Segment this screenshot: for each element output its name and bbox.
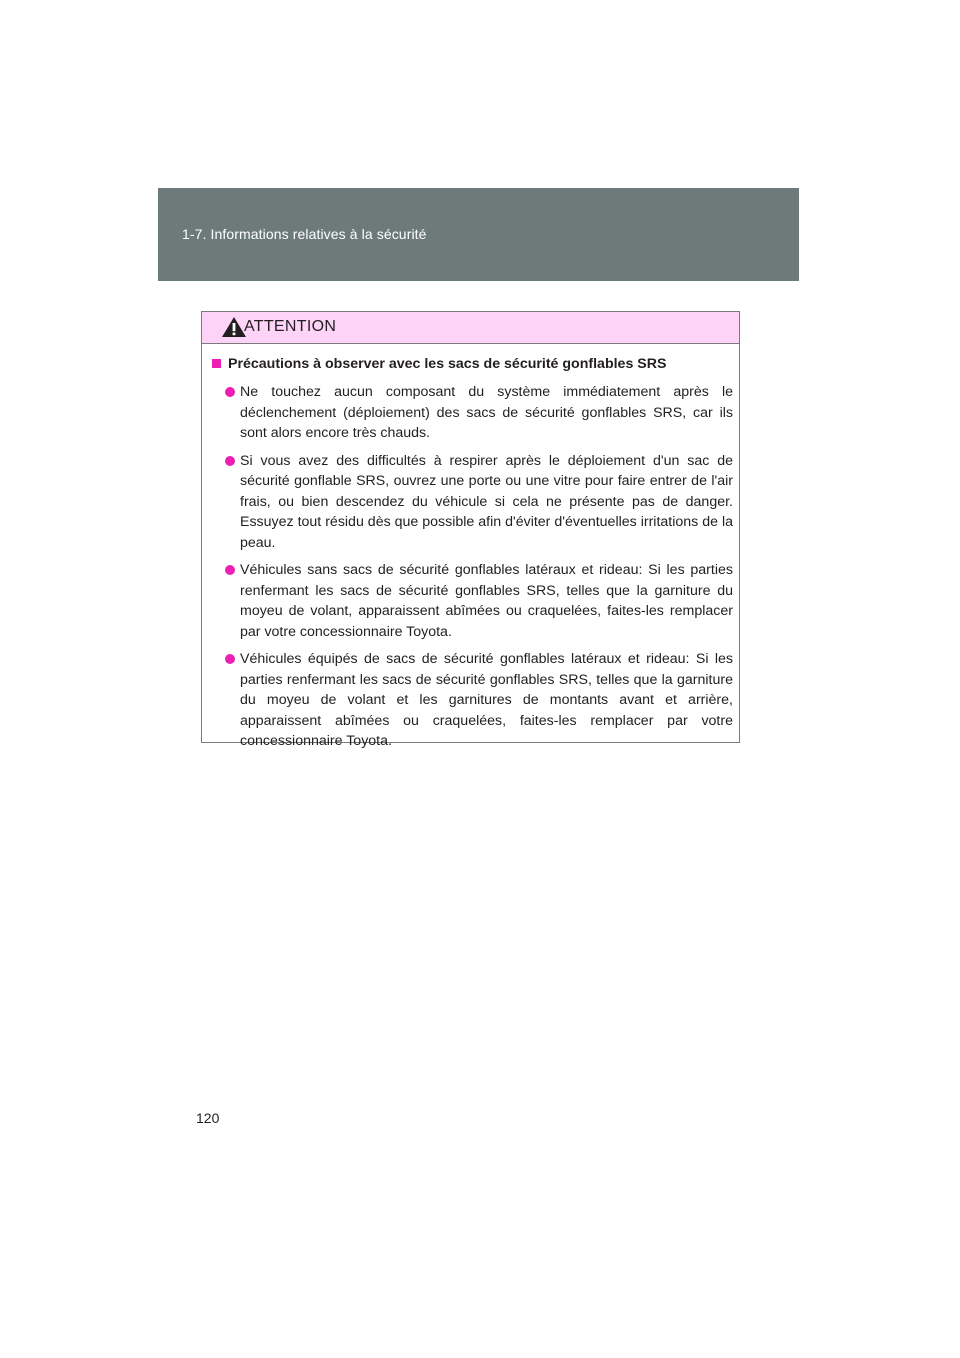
page-number: 120 [196, 1110, 220, 1126]
attention-label: ATTENTION [244, 318, 337, 335]
circle-bullet-icon [225, 654, 235, 664]
attention-box [201, 311, 740, 749]
circle-bullet-icon [225, 565, 235, 575]
attention-body [202, 344, 739, 752]
list-item-text: Véhicules sans sacs de sécurité gonflables latéraux et rideau: Si les parties renfermant les sacs de sécurité gonflables SRS, telles que la garniture du moyeu de volant, apparaissent abîmées ou craquelées, faites-les remplacer par votre concessionnaire Toyota. [240, 562, 733, 640]
list-item [225, 451, 733, 554]
square-bullet-icon [212, 359, 221, 368]
section-title: 1-7. Informations relatives à la sécurité [182, 226, 427, 242]
circle-bullet-icon [225, 387, 235, 397]
subsection-heading-text: Précautions à observer avec les sacs de sécurité gonflables SRS [228, 356, 667, 372]
list-item-text: Véhicules équipés de sacs de sécurité gonflables latéraux et rideau: Si les parties renfermant les sacs de sécurité gonflables SRS, telles que la garniture du moyeu de volant et les garnitures de montants avant et arrière, apparaissent abîmées ou craquelées, faites-les remplacer par votre concessionnaire Toyota. [240, 651, 733, 749]
circle-bullet-icon [225, 456, 235, 466]
list-item-text: Si vous avez des difficultés à respirer après le déploiement d'un sac de sécurité gonflable SRS, ouvrez une porte ou une vitre pour faire entrer de l'air frais, ou bien descendez du véhicule si cela ne présente pas de danger. Essuyez tout résidu dès que possible afin d'éviter d'éventuelles irritations de la peau. [240, 452, 733, 551]
subsection-heading [212, 354, 733, 374]
list-item-text: Ne touchez aucun composant du système immédiatement après le déclenchement (déploiement) des sacs de sécurité gonflables SRS, car ils sont alors encore très chauds. [240, 384, 733, 441]
list-item [225, 649, 733, 752]
attention-header [202, 312, 739, 344]
section-header-band [158, 188, 799, 281]
list-item [225, 560, 733, 642]
list-item [225, 382, 733, 444]
